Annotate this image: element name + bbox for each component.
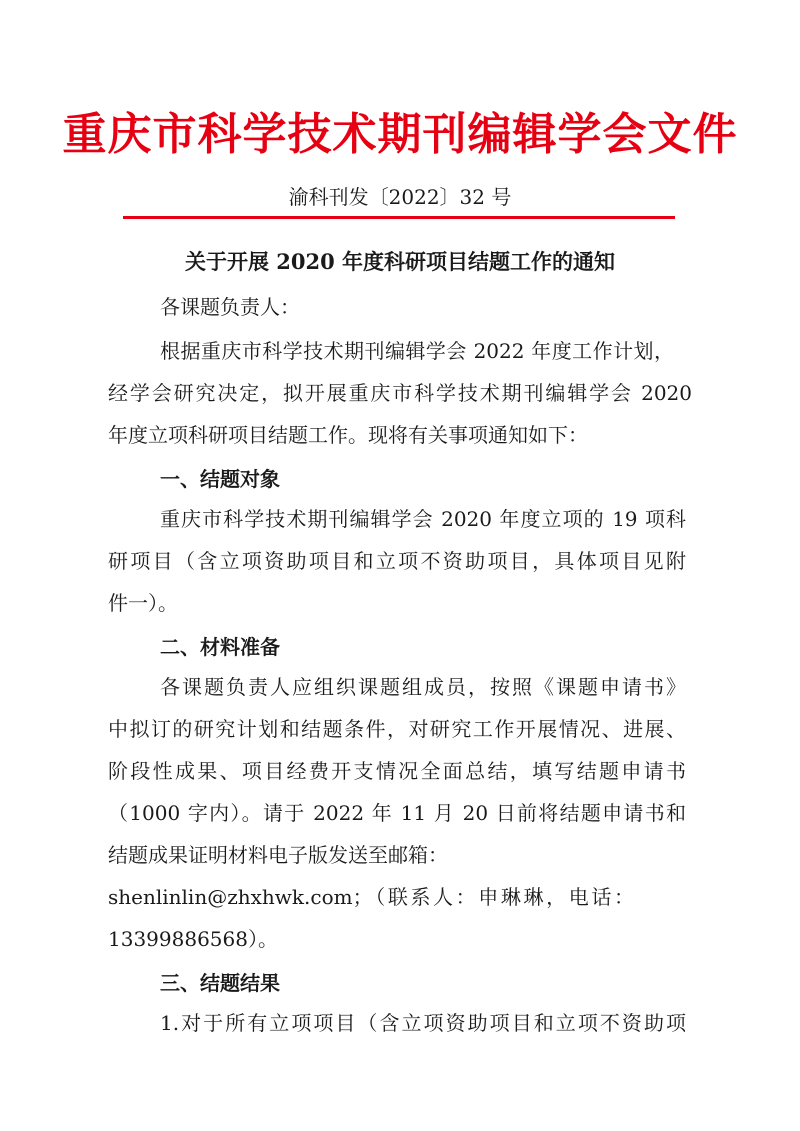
section1-line-3: 件一）。: [108, 591, 178, 615]
section2-line-3: 阶段性成果、项目经费开支情况全面总结，填写结题申请书: [108, 759, 686, 783]
organization-header-title: 重庆市科学技术期刊编辑学会文件: [62, 109, 738, 160]
contact-email-line: shenlinlin@zhxhwk.com；（联系人：申琳琳，电话：: [108, 885, 634, 909]
header-red-divider: [123, 216, 675, 219]
section-heading-materials: 二、材料准备: [160, 635, 280, 659]
document-number: 渝科刊发〔2022〕32 号: [288, 185, 512, 209]
intro-line-1: 根据重庆市科学技术期刊编辑学会 2022 年度工作计划，: [160, 339, 674, 363]
intro-line-2: 经学会研究决定，拟开展重庆市科学技术期刊编辑学会 2020: [108, 381, 692, 405]
section1-line-2: 研项目（含立项资助项目和立项不资助项目，具体项目见附: [108, 549, 686, 573]
section2-line-4: （1000 字内）。请于 2022 年 11 月 20 日前将结题申请书和: [108, 801, 686, 825]
contact-phone-line: 13399886568）。: [108, 927, 278, 951]
section2-line-5: 结题成果证明材料电子版发送至邮箱：: [108, 843, 448, 867]
section-heading-results: 三、结题结果: [160, 971, 280, 995]
section2-line-2: 中拟订的研究计划和结题条件，对研究工作开展情况、进展、: [108, 717, 686, 741]
section2-line-1: 各课题负责人应组织课题组成员，按照《课题申请书》: [160, 675, 686, 699]
section-heading-targets: 一、结题对象: [160, 467, 280, 491]
intro-line-3: 年度立项科研项目结题工作。现将有关事项通知如下：: [108, 423, 588, 447]
salutation: 各课题负责人：: [160, 295, 300, 319]
notice-title: 关于开展 2020 年度科研项目结题工作的通知: [184, 249, 616, 274]
section1-line-1: 重庆市科学技术期刊编辑学会 2020 年度立项的 19 项科: [160, 507, 686, 531]
section3-line-1: 1.对于所有立项项目（含立项资助项目和立项不资助项: [160, 1011, 686, 1035]
